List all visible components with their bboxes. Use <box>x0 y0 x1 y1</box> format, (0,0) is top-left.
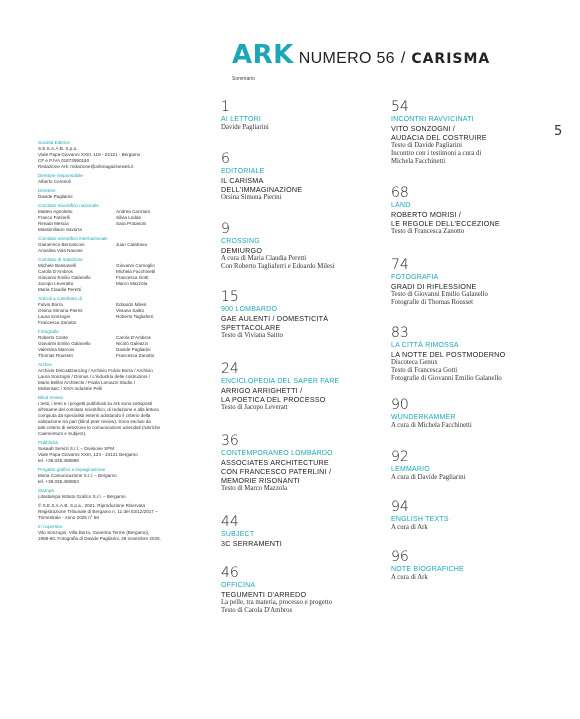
colophon-heading: Società Editrice <box>38 140 70 145</box>
colophon-name: Jacopo Leveratto <box>38 281 74 286</box>
colophon-block-graphic-design <box>38 467 190 485</box>
toc-credit: Incontro con i testimoni a cura di <box>391 150 482 157</box>
toc-page-number: 96 <box>391 549 409 565</box>
toc-section: CONTEMPORANEO LOMBARDO <box>221 450 333 457</box>
toc-section: ENGLISH TEXTS <box>391 516 449 523</box>
colophon-line: CF e P.IVA 01873990160 <box>38 158 90 163</box>
toc-section: LEMMARIO <box>391 466 430 473</box>
toc-credit: Orsina Simona Pierini <box>221 194 282 201</box>
toc-title: LA NOTTE DEL POSTMODERNO <box>391 350 506 359</box>
toc-entry <box>221 100 381 132</box>
colophon-name: Roberto Conte <box>38 335 68 340</box>
toc-section: ENCICLOPEDIA DEL SAPER FARE <box>221 378 340 385</box>
toc-entry <box>221 515 381 548</box>
toc-title: IL CARISMA <box>221 176 264 185</box>
colophon-line: 1958-60. Fotografia di Davide Pagliarini, 28 novembre 2025. <box>38 536 161 541</box>
colophon-name: Silvia Lodde <box>116 215 142 220</box>
colophon-block-blind-review <box>38 395 190 437</box>
colophon-name: Gianenrico Bernasconi <box>38 242 85 247</box>
colophon-block-director <box>38 188 190 200</box>
toc-section: WUNDERKAMMER <box>391 414 456 421</box>
toc-title: ROBERTO MORISI / <box>391 210 462 219</box>
colophon-name: Thomas Rousset <box>38 353 73 358</box>
colophon-name: Giovanni Emilio Galanello <box>38 341 91 346</box>
colophon-name <box>116 227 190 233</box>
colophon-line: MoltenI&C / SIVA Industrie Pelli <box>38 386 102 391</box>
toc-page-number: 92 <box>391 449 409 465</box>
toc-credit: Testo di Viviana Saitto <box>221 332 283 339</box>
toc-title: 3C SERRAMENTI <box>221 539 282 548</box>
colophon-line: Alberto Ceresoli <box>38 179 71 184</box>
toc-entry <box>221 222 381 271</box>
toc-title: MEMORIE RISONANTI <box>221 476 300 485</box>
toc-title: LE REGOLE DELL'ECCEZIONE <box>391 219 500 228</box>
toc-section: EDITORIALE <box>221 168 265 175</box>
colophon-names-grid <box>38 335 190 359</box>
toc-credit: Testo di Francesca Gotti <box>391 367 458 374</box>
toc-credit: A cura di Ark <box>391 524 428 531</box>
colophon-line: Redazione Ark: redazione@arkmagazineweb.it <box>38 164 134 169</box>
colophon-name: Massimiliano Savorra <box>38 227 82 232</box>
toc-page-number: 9 <box>221 221 230 237</box>
toc-credit: A cura di Maria Claudia Peretti <box>221 255 307 262</box>
colophon-line: valutazione tra pari (blind peer review). Sono esclusi da <box>38 419 151 424</box>
colophon-heading: Direttore <box>38 188 56 193</box>
colophon-line: compiuta da specialisti esterni adottando il criterio della <box>38 413 151 418</box>
colophon-block-director-resp <box>38 173 190 185</box>
toc-title: GRADI DI RIFLESSIONE <box>391 282 477 291</box>
issue-theme: CARISMA <box>411 51 491 67</box>
colophon-name: Michele Bassanelli <box>38 263 77 268</box>
toc-section: SUBJECT <box>221 531 255 538</box>
colophon-block-editorial-committee <box>38 257 190 293</box>
toc-credit: Discoteca Genux <box>391 359 438 366</box>
toc-entry <box>391 398 551 430</box>
toc-credit: Michela Facchinetti <box>391 158 446 165</box>
colophon-line: tale criterio di selezione le comunicazioni aziendali (rubriche <box>38 425 161 430</box>
colophon-block-archive <box>38 362 190 392</box>
toc-page-number: 83 <box>391 325 409 341</box>
colophon-name: Orsina Simona Pierini <box>38 308 83 313</box>
toc-page-number: 24 <box>221 361 239 377</box>
colophon-name: Maria Claudia Peretti <box>38 287 81 292</box>
toc-credit: Testo di Davide Pagliarini <box>391 142 463 149</box>
toc-title: CON FRANCESCO PATERLINI / <box>221 467 332 476</box>
toc-section: CROSSING <box>221 238 260 245</box>
toc-credit: Testo di Giovanni Emilio Galanello <box>391 291 488 298</box>
toc-credit: Testo di Jacopo Leveratt <box>221 404 288 411</box>
toc-page-number: 54 <box>391 99 409 115</box>
colophon-block-copyright <box>38 503 190 521</box>
colophon-name: Michela Facchinetti <box>116 269 156 274</box>
colophon-names-grid <box>38 263 190 293</box>
colophon-block-committee-international <box>38 236 190 254</box>
toc-entry <box>391 258 551 307</box>
colophon-names-grid <box>38 242 190 254</box>
colophon-line: Trimestrale - Anno 2025 n° 56 <box>38 515 99 520</box>
colophon-block-cover <box>38 524 190 542</box>
brand-logo: ARK <box>232 40 294 70</box>
toc-section: 900 LOMBARDO <box>221 306 278 313</box>
colophon-name: Fulvio Borra <box>38 302 63 307</box>
colophon-line: Sesaab Servizi S.r.l. – Divisione SPM <box>38 446 115 451</box>
toc-section: INCONTRI RAVVICINATI <box>391 116 474 123</box>
toc-title: LA POETICA DEL PROCESSO <box>221 395 326 404</box>
toc-entry <box>391 326 551 383</box>
toc-credit: Fotografie di Giovanni Emilio Galanello <box>391 375 502 382</box>
toc-title: GAE AULENTI / DOMESTICITÀ <box>221 314 329 323</box>
colophon-heading: Fotografie <box>38 329 59 334</box>
toc-entry <box>391 550 551 582</box>
toc-page-number: 6 <box>221 151 230 167</box>
colophon-line: Archivio Disco&Dancing / Archivio Fulvio Borra / Archivio <box>38 368 153 373</box>
toc-title: VITO SONZOGNI / <box>391 124 455 133</box>
colophon-name <box>116 287 190 293</box>
toc-entry <box>221 362 381 412</box>
issue-number: NUMERO 56 <box>298 50 395 67</box>
colophon-block-advertising <box>38 440 190 464</box>
colophon-name: Viviana Saitto <box>116 308 145 313</box>
colophon-heading: In copertina <box>38 524 63 529</box>
toc-page-number: 68 <box>391 185 409 201</box>
colophon-name: Juan Calatrava <box>116 242 147 247</box>
colophon-name: Annalisa Viati Navone <box>38 248 83 253</box>
colophon-block-print <box>38 488 190 500</box>
toc-entry <box>391 186 551 236</box>
colophon-name: Carola D'Ambros <box>38 269 73 274</box>
colophon-name <box>116 320 190 326</box>
colophon-name: Davide Pagliarini <box>116 347 151 352</box>
title-separator: / <box>400 50 406 67</box>
colophon-line: Litostampa Istituto Grafico S.r.l. – Bergamo <box>38 494 126 499</box>
toc-section: FOTOGRAFIA <box>391 274 439 281</box>
colophon-heading: Archivi <box>38 362 52 367</box>
toc-section: LAND <box>391 202 411 209</box>
colophon-names-grid <box>38 302 190 326</box>
colophon-name: Andrea Canziani <box>116 209 150 214</box>
colophon-line: © S.E.S.A.A.B. S.p.a., 2021. Riproduzione Riservata <box>38 503 146 508</box>
toc-page-number: 44 <box>221 514 239 530</box>
colophon-line: S.E.S.A.A.B. S.p.a. <box>38 146 78 151</box>
toc-credit: A cura di Michela Facchinetti <box>391 422 472 429</box>
colophon-name: Laura Sonzogni <box>38 314 71 319</box>
toc-title: DELL'IMMAGINAZIONE <box>221 185 303 194</box>
colophon-heading: Stampa <box>38 488 54 493</box>
toc-page-number: 46 <box>221 565 239 581</box>
colophon-line: Laura Sonzogni / Domus / L'industria delle costruzioni / <box>38 374 150 379</box>
colophon-line: Mario Bellini Architects / Paola Lomazzi Studio / <box>38 380 136 385</box>
colophon-line: tel. +39.035.358888 <box>38 458 79 463</box>
colophon-heading: Progetto grafico e impaginazione <box>38 467 106 472</box>
colophon-line: Vito Sonzogni, Villa Borra, Gaverina Terme (Bergamo), <box>38 530 150 535</box>
colophon-name: Francesca Gotti <box>116 275 149 280</box>
colophon-heading: Blind review <box>38 395 63 400</box>
toc-credit: La pelle, tra materia, processo e progetto <box>221 599 332 606</box>
toc-title: TEGUMENTI D'ARREDO <box>221 590 307 599</box>
colophon-block-photos <box>38 329 190 359</box>
colophon-names-grid <box>38 209 190 233</box>
colophon-name: Giovanni Comoglio <box>116 263 155 268</box>
colophon-name: Francesca Zanotto <box>116 353 155 358</box>
toc-entry <box>391 100 551 166</box>
colophon-name: Francesca Zanotto <box>38 320 77 325</box>
colophon-block-publisher <box>38 140 190 170</box>
colophon-name <box>116 248 190 254</box>
toc-credit: A cura di Davide Pagliarini <box>391 474 466 481</box>
toc-entry <box>391 500 551 532</box>
toc-section: OFFICINA <box>221 582 256 589</box>
toc-title: ARRIGO ARRIGHETTI / <box>221 386 303 395</box>
toc-title: AUDACIA DEL COSTRUIRE <box>391 133 487 142</box>
colophon-heading: Comitato di redazione <box>38 257 83 262</box>
toc-entry <box>221 152 381 202</box>
toc-title: SPETTACOLARE <box>221 323 281 332</box>
toc-section: AI LETTORI <box>221 116 261 123</box>
page-number: 5 <box>554 124 563 139</box>
colophon-name: Marco Mazzola <box>116 281 148 286</box>
toc-credit: Davide Pagliarini <box>221 124 269 131</box>
toc-section: LA CITTÀ RIMOSSA <box>391 342 459 349</box>
toc-entry <box>221 566 381 615</box>
colophon-name: Edoardo Milesi <box>116 302 147 307</box>
toc-title: DEMIURGO <box>221 246 263 255</box>
toc-page-number: 94 <box>391 499 409 515</box>
colophon-line: all'esame del comitato scientifico, di redazione e alla lettura <box>38 407 159 412</box>
colophon-name: Valentina Marconi <box>38 347 75 352</box>
colophon-heading: Direttore responsabile <box>38 173 83 178</box>
colophon-name: Nicolò Galeazzi <box>116 341 148 346</box>
colophon-line: Davide Pagliarini <box>38 194 73 199</box>
colophon-name: Carola D'Ambros <box>116 335 151 340</box>
toc-entry <box>221 434 381 493</box>
toc-credit: Con Roberto Tagliaferri e Edoardo Milesi <box>221 263 335 270</box>
colophon-line: Registrazione Tribunale di Bergamo n. 11 del 03/12/2017 – <box>38 509 158 514</box>
colophon-name: Sara Protasoni <box>116 221 147 226</box>
toc-page-number: 74 <box>391 257 409 273</box>
toc-entry <box>221 290 381 340</box>
toc-page-number: 36 <box>221 433 239 449</box>
colophon-name: Roberto Tagliaferri <box>116 314 154 319</box>
masthead <box>232 40 490 74</box>
toc-credit: Testo di Francesca Zanotto <box>391 228 465 235</box>
colophon-line: Viale Papa Giovanni XXIII, 118 - 24121 - Bergamo <box>38 152 141 157</box>
colophon <box>38 140 190 545</box>
toc-page-number: 1 <box>221 99 230 115</box>
colophon-name: Giovanni Emilio Galanello <box>38 275 91 280</box>
colophon-line: Mona Comunicazione S.r.l. – Bergamo <box>38 473 117 478</box>
colophon-line: I testi, i temi e i progetti pubblicati su Ark sono sottoposti <box>38 401 153 406</box>
toc-credit: Testo di Carola D'Ambros <box>221 607 293 614</box>
toc-entry <box>391 450 551 482</box>
colophon-heading: Comitato scientifico nazionale <box>38 203 99 208</box>
colophon-name: Franco Farinelli <box>38 215 70 220</box>
colophon-line: Caementum e Subject). <box>38 431 87 436</box>
toc-credit: A cura di Ark <box>391 574 428 581</box>
sommario-label: Sommario <box>232 76 255 82</box>
colophon-heading: Articoli a contributo di <box>38 296 82 301</box>
colophon-heading: Comitato scientifico internazionale <box>38 236 108 241</box>
toc-page-number: 90 <box>391 397 409 413</box>
colophon-block-committee-national <box>38 203 190 233</box>
colophon-line: tel. +39.035.358853 <box>38 479 79 484</box>
colophon-block-contributors <box>38 296 190 326</box>
colophon-name: Matteo Agnoletto <box>38 209 73 214</box>
toc-credit: Fotografie di Thomas Rousset <box>391 299 473 306</box>
toc-title: ASSOCIATES ARCHITECTURE <box>221 458 329 467</box>
colophon-name: Renata Mescia <box>38 221 69 226</box>
colophon-heading: Pubblicità <box>38 440 58 445</box>
toc-page-number: 15 <box>221 289 239 305</box>
toc-section: NOTE BIOGRAFICHE <box>391 566 464 573</box>
colophon-line: Viale Papa Giovanni XXIII, 124 - 24121 Bergamo <box>38 452 138 457</box>
toc-credit: Testo di Marco Mazzola <box>221 485 288 492</box>
